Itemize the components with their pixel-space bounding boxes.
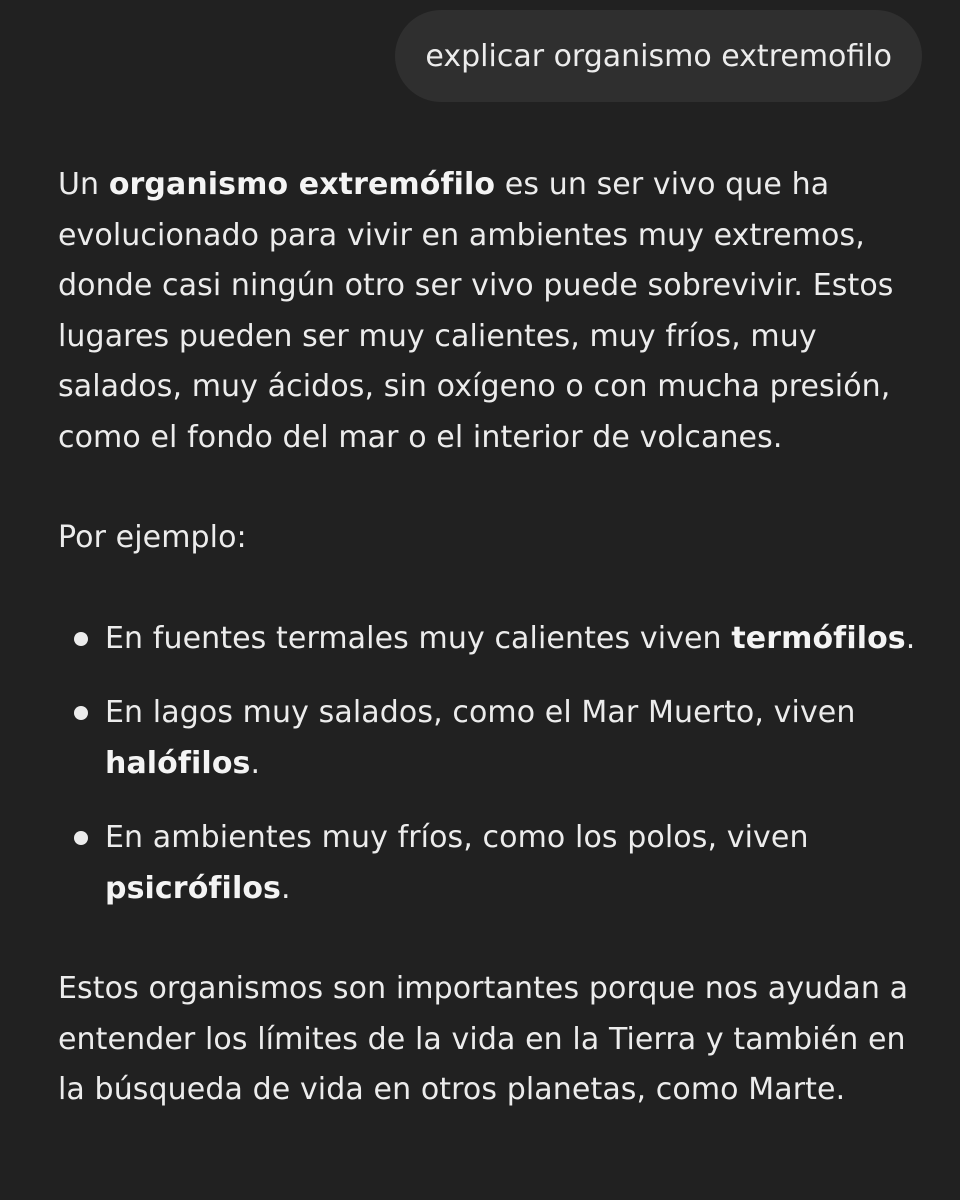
example-heading: Por ejemplo: xyxy=(58,520,247,555)
examples-list xyxy=(58,614,938,915)
example-text: En fuentes termales muy calientes viven xyxy=(105,620,732,656)
example-text: En lagos muy salados, como el Mar Muerto, viven xyxy=(105,695,856,730)
example-term: psicrófilos xyxy=(105,870,281,906)
user-message-bubble xyxy=(395,10,922,102)
intro-term: organismo extremófilo xyxy=(108,167,496,202)
example-text: En ambientes muy fríos, como los polos, viven xyxy=(105,820,809,855)
intro-rest: es un ser vivo que ha evolucionado para vivir en ambientes muy extremos, donde casi ningún otro ser vivo puede sobrevivir. Estos lugares pueden ser muy calientes, muy fríos, muy salados, muy ácidos, sin oxígeno o con mucha presión, como el fondo del mar o el interior de volcanes. xyxy=(58,167,894,455)
intro-lead: Un xyxy=(58,167,109,202)
example-term: termófilos xyxy=(731,620,906,656)
bullet-dot xyxy=(74,831,88,845)
bullet-dot xyxy=(74,632,88,646)
assistant-response xyxy=(58,160,938,1116)
bullet-dot xyxy=(74,706,88,720)
conclusion-paragraph: Estos organismos son importantes porque nos ayudan a entender los límites de la vida en la Tierra y también en la búsqueda de vida en otros planetas, como Marte. xyxy=(58,971,909,1107)
example-end: . xyxy=(250,745,261,781)
list-item xyxy=(58,688,938,789)
example-term: halófilos xyxy=(105,745,251,781)
list-item xyxy=(58,813,938,914)
example-end: . xyxy=(905,620,916,656)
list-item xyxy=(58,614,938,665)
user-message-text: explicar organismo extremofilo xyxy=(425,38,892,74)
example-end: . xyxy=(281,870,291,906)
intro-paragraph xyxy=(58,160,938,463)
